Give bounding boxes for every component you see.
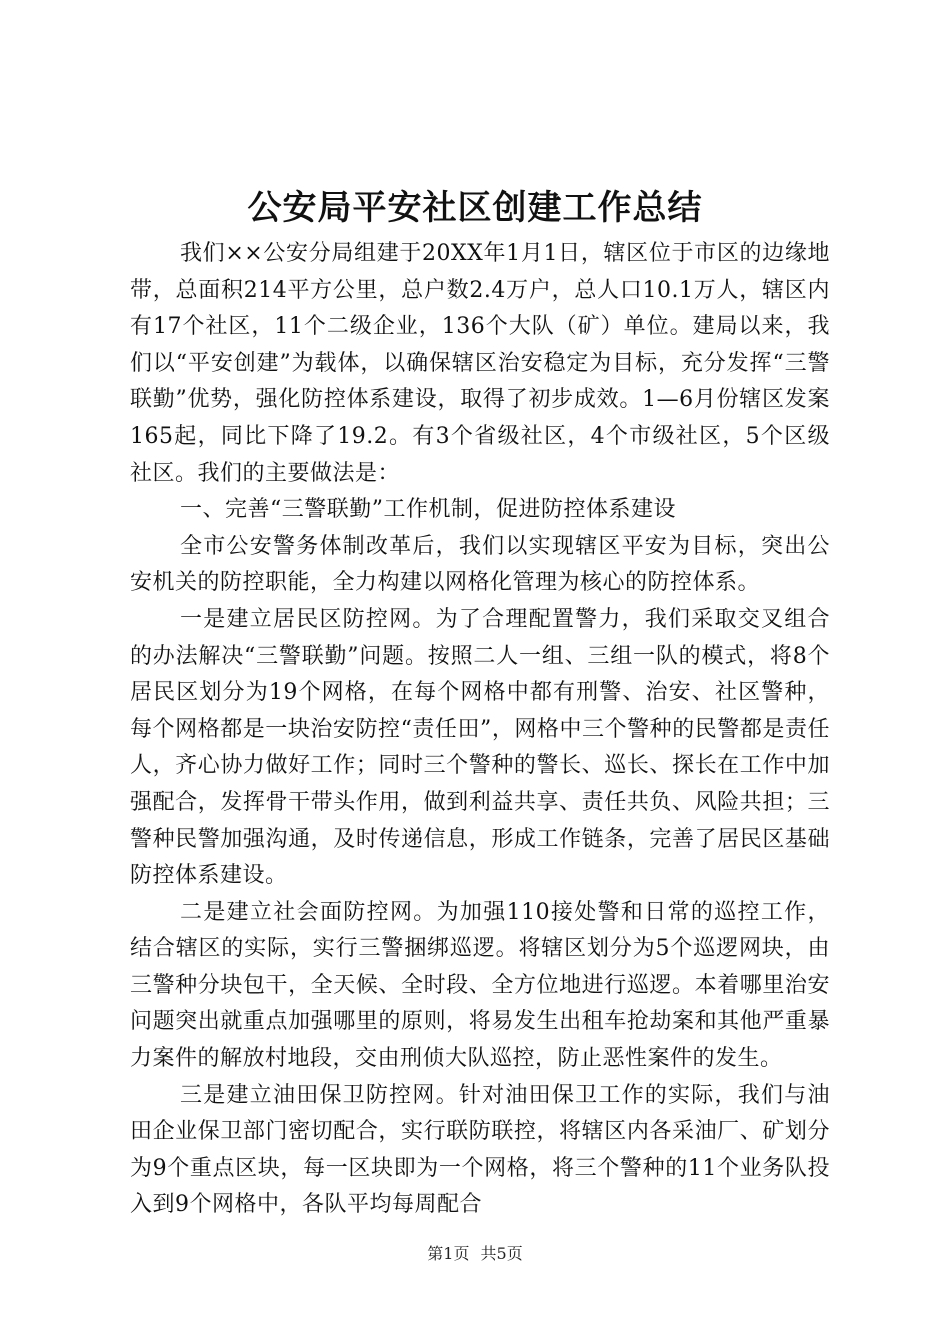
oilfield-network-paragraph: 三是建立油田保卫防控网。针对油田保卫工作的实际，我们与油田企业保卫部门密切配合，实行联防联控，将辖区内各采油厂、矿划分为9个重点区块，每一区块即为一个网格，将三个警种的11个业务队投入到9个网格中，各队平均每周配合 bbox=[130, 1082, 830, 1218]
document-body bbox=[130, 236, 830, 1224]
page-total: 共5页 bbox=[480, 1244, 523, 1263]
residential-network-paragraph: 一是建立居民区防控网。为了合理配置警力，我们采取交叉组合的办法解决“三警联勤”问题。按照二人一组、三组一队的模式，将8个居民区划分为19个网格，在每个网格中都有刑警、治安、社区警种，每个网格都是一块治安防控“责任田”，网格中三个警种的民警都是责任人，齐心协力做好工作；同时三个警种的警长、巡长、探长在工作中加强配合，发挥骨干带头作用，做到利益共享、责任共负、风险共担；三警种民警加强沟通，及时传递信息，形成工作链条，完善了居民区基础防控体系建设。 bbox=[130, 606, 830, 889]
document-title: 公安局平安社区创建工作总结 bbox=[247, 188, 703, 228]
page-footer bbox=[0, 1242, 950, 1266]
page-number: 第1页 bbox=[427, 1244, 470, 1263]
social-network-paragraph: 二是建立社会面防控网。为加强110接处警和日常的巡控工作，结合辖区的实际，实行三警捆绑巡逻。将辖区划分为5个巡逻网块，由三警种分块包干，全天候、全时段、全方位地进行巡逻。本着哪里治安问题突出就重点加强哪里的原则，将易发生出租车抢劫案和其他严重暴力案件的解放村地段，交由刑侦大队巡控，防止恶性案件的发生。 bbox=[130, 899, 830, 1072]
section-heading: 一、完善“三警联勤”工作机制，促进防控体系建设 bbox=[180, 497, 676, 523]
intro-paragraph: 我们××公安分局组建于20XX年1月1日，辖区位于市区的边缘地带，总面积214平方公里，总户数2.4万户，总人口10.1万人，辖区内有17个社区，11个二级企业，136个大队（矿）单位。建局以来，我们以“平安创建”为载体，以确保辖区治安稳定为目标，充分发挥“三警联勤”优势，强化防控体系建设，取得了初步成效。1—6月份辖区发案165起，同比下降了19.2。有3个省级社区，4个市级社区，5个区级社区。我们的主要做法是： bbox=[130, 241, 830, 486]
section-intro-paragraph: 全市公安警务体制改革后，我们以实现辖区平安为目标，突出公安机关的防控职能，全力构建以网格化管理为核心的防控体系。 bbox=[130, 533, 830, 596]
